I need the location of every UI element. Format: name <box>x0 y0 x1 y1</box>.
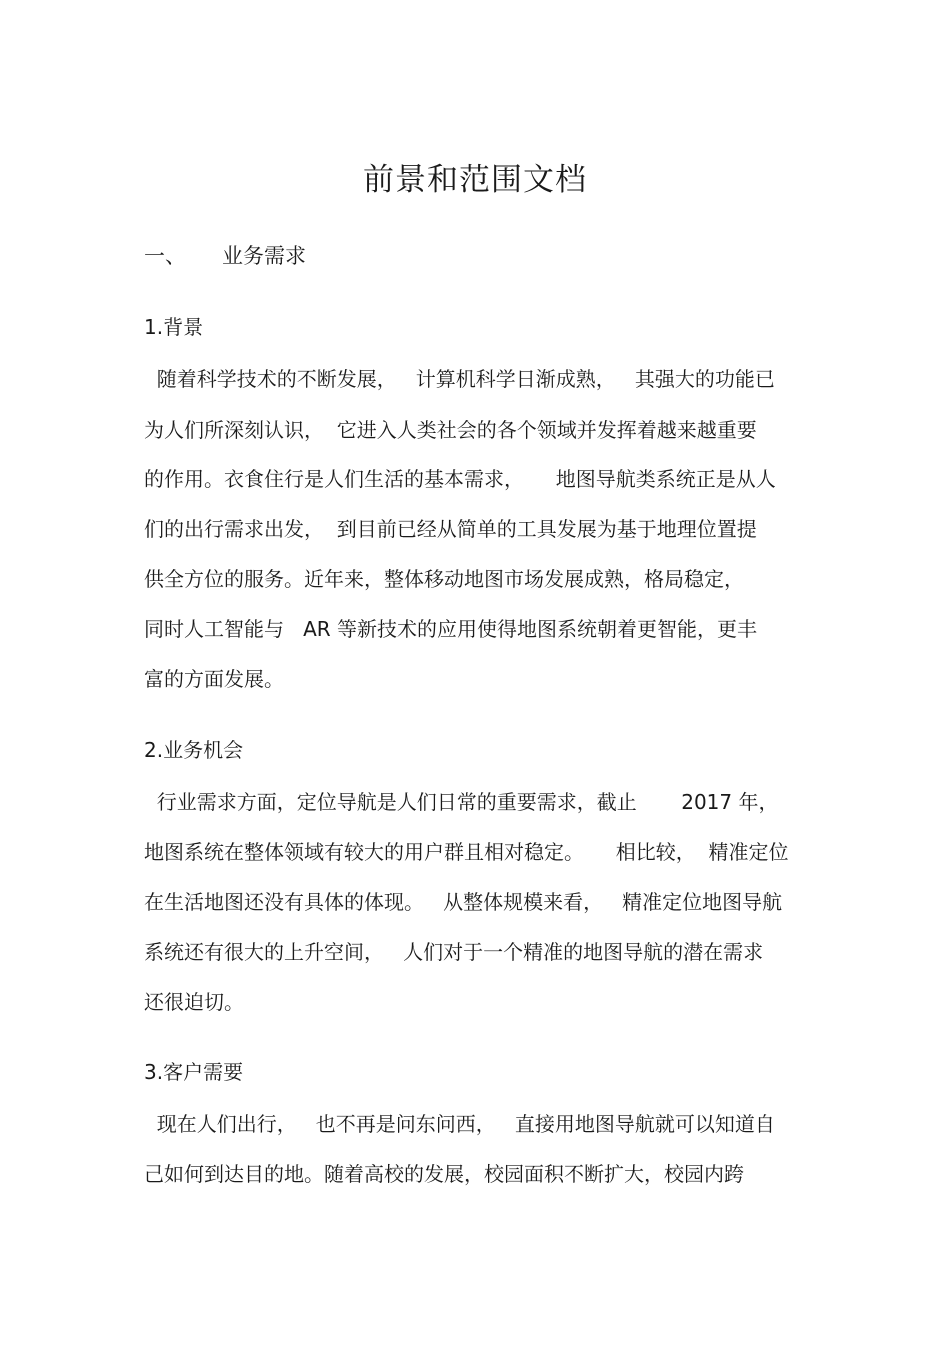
paragraph-line: 地图系统在整体领域有较大的用户群且相对稳定。 相比较， 精准定位 <box>144 840 789 864</box>
paragraph-line: 还很迫切。 <box>144 990 244 1014</box>
paragraph-line: 系统还有很大的上升空间， 人们对于一个精准的地图导航的潜在需求 <box>144 940 764 964</box>
subsection-heading-customer-needs: 3.客户需要 <box>144 1060 244 1084</box>
paragraph-line: 的作用。衣食住行是人们生活的基本需求， 地图导航类系统正是从人 <box>144 467 776 491</box>
section-title: 业务需求 <box>222 244 306 268</box>
paragraph-line: 同时人工智能与 AR 等新技术的应用使得地图系统朝着更智能，更丰 <box>144 617 758 641</box>
subsection-heading-background: 1.背景 <box>144 315 204 339</box>
subsection-heading-business-opportunity: 2.业务机会 <box>144 738 244 762</box>
section-heading-business-requirements <box>144 240 306 272</box>
section-number: 一、 <box>144 244 186 268</box>
paragraph-line: 随着科学技术的不断发展， 计算机科学日渐成熟， 其强大的功能已 <box>144 367 775 391</box>
paragraph-line: 为人们所深刻认识， 它进入人类社会的各个领域并发挥着越来越重要 <box>144 418 757 442</box>
paragraph-line: 供全方位的服务。近年来，整体移动地图市场发展成熟，格局稳定， <box>144 567 744 591</box>
paragraph-line: 们的出行需求出发， 到目前已经从简单的工具发展为基于地理位置提 <box>144 517 757 541</box>
paragraph-line: 现在人们出行， 也不再是问东问西， 直接用地图导航就可以知道自 <box>144 1112 775 1136</box>
paragraph-line: 己如何到达目的地。随着高校的发展，校园面积不断扩大，校园内跨 <box>144 1162 744 1186</box>
paragraph-line: 行业需求方面，定位导航是人们日常的重要需求，截止 2017 年， <box>144 790 779 814</box>
paragraph-line: 富的方面发展。 <box>144 667 284 691</box>
document-title: 前景和范围文档 <box>363 162 587 198</box>
paragraph-line: 在生活地图还没有具体的体现。 从整体规模来看， 精准定位地图导航 <box>144 890 783 914</box>
